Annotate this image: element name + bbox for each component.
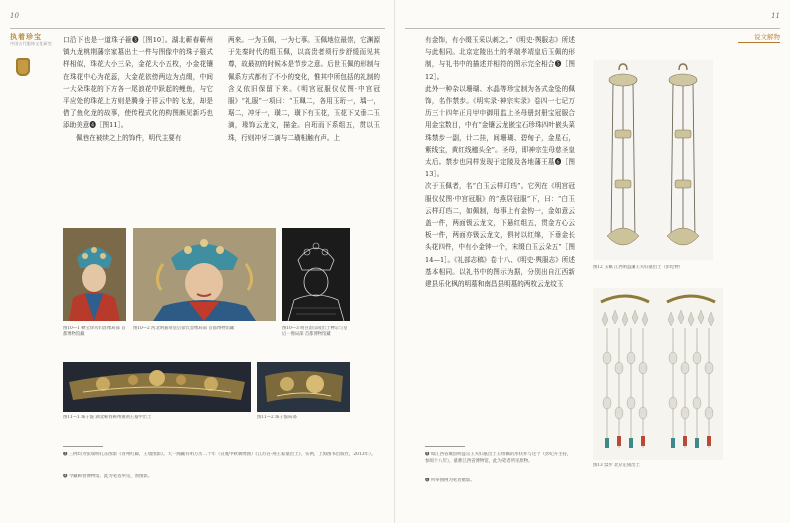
right-page xyxy=(395,0,790,523)
figure-10-1-image xyxy=(63,228,126,321)
figure-13-image xyxy=(593,288,723,460)
gold-ornament-icon xyxy=(16,58,30,76)
figure-12-image xyxy=(593,60,713,260)
figure-10-3-image xyxy=(282,228,350,321)
figure-10-1-caption: 图10—1 彝宝珍夫妇容像局部 首都博物馆藏 xyxy=(63,326,126,338)
figure-11-2-image xyxy=(257,362,350,412)
left-page-number: 10 xyxy=(10,12,19,20)
footnote-5: ❺ 如江西省城县明益宗王夫妇墓出土玉组佩的形状亦与这个（彭纪卉主持，参阅十八年），墓葬江西省博物馆，此为笔者所见原物。 xyxy=(425,452,572,464)
paragraph-2: 佩巷在被续之上的饰件，明代主要有 xyxy=(76,133,182,142)
figure-10-2-image xyxy=(133,228,276,321)
figure-11-2-caption: 图11—2 珠子箍局部 xyxy=(257,415,297,420)
figure-13-caption: 图13 禁步 北京定陵出土 xyxy=(593,463,640,468)
footnote-4: ❹ 今藏蕲春博物馆，此为笔者所见，原图影。 xyxy=(63,474,153,479)
book-subtitle: 中国古代服饰文化研究 xyxy=(10,41,52,46)
footnote-3: ❸ 三例均为张瑞明孔东图影《青州红廊，王墙图影》。天一阁藏有明万历二十年（宣胤中秋刺绣图）《江苏宫·荆王家墓出土》，实例，上海图书出版社，2013年）。 xyxy=(63,452,376,457)
figure-10-2-caption: 图10—2 河北明嘉靖皇后徐氏容像局部 首都博物馆藏 xyxy=(133,326,235,331)
section-rule xyxy=(738,42,780,43)
paragraph-1: 口沿下也是一道珠子箍❸［图10］。湖北蕲春蕲州镇九龙桃荆藩宗家墓出土一件与图像中的珠子箍式样相似，珠花大小三朵，金花大小五枚，小金花镶在珠花中心为花蕊，大金花依傍两边为点缀，中间一大朵珠花的下方各一尾浪花中跃起的鲤鱼，与它平应处的珠花上方则是腾身于祥云中的飞龙，却是借了鱼化龙的故事，使传程式化的构图颇见新巧也添助美意❹［图11］。 xyxy=(63,36,213,130)
right-page-number: 11 xyxy=(771,12,780,20)
left-header-rule xyxy=(10,28,385,29)
left-column-2: 两来。一为玉佩，一为七事。玉佩地位最崇，它渊源于先秦时代的组玉佩，以高贵者须行步舒缓而见其尊，故最初的时候本是节步之意。后世玉佩的形制与佩系方式都有了不小的变化，惟其中所包括的礼制的含义依旧保留下来。《明宫冠服仪仗图·中宫冠服》“礼服”一项曰：“玉珮二，各用玉珩一，瑀一，琚二，冲牙一，璜二，璜下有玉花，玉花下又垂二玉滴，瑑饰云龙文，描金。自珩而下系组五，贯以玉珠，行则冲牙二滴与二璜相触有声。上 xyxy=(228,36,380,142)
right-column-1: 有金饰，有小缀玉采以刺之。”《明史·舆服志》所述与此相同。北京定陵出土的孝端孝靖皇后玉佩的形制，与礼书中的描述并相符的图示完全相合❺［图12］。 此外一种杂以珊瑚、水晶等珍宝制为各式金坠的佩饰，名作禁步。《明实录·神宗实录》卷四一七记万历三十四年正月甲申御用监上圣母册封册宝冠服合用金宝数目，中有“金镶云龙嵌宝石珍珠四叶嵌头菜珠禁步一副，计二挂，间珊瑚、碧甸子，金星石，紫线宝，黄红线穗头全”。圣母，即神宗生母慈圣皇太后。禁步也同样发现于定陵及各地藩王墓❻［图13］。 次于玉佩者，名“白玉云样玎珰”。它列在《明宫冠服仪仗图·中宫冠服》的“燕居冠服”下，曰：“白玉云样玎珰二，如佩制，每事上有金钩一，金如意云盖一件，两面钑云龙文，下悬红组五，贯金方心云板一件，两面亦钑云龙文，俱衬以红绵，下垂金长头花四件，中有小金钟一个，末缀白玉云朵五”［图14—1］。《礼部志稿》卷十八、《明史·舆服志》所述基本相同。以礼书中的图示为据，分别出自江西新建县乐化枫的明墓和南昌县明墓的两枚云龙纹玉 xyxy=(425,36,575,289)
footnote-rule xyxy=(63,446,103,447)
section-label: 说文解物 xyxy=(754,33,780,41)
left-column-1 xyxy=(63,34,213,230)
figure-11-1-caption: 图11—1 珠子箍 湖北蕲春蕲州镇荆王墓中出土 xyxy=(63,415,152,420)
footnote-6: ❻ 所举图例为笔者摄影。 xyxy=(425,478,475,483)
figure-12-caption: 图12 玉佩 江西明益藩王夫妇墓出土（彭纪物） xyxy=(593,265,683,270)
right-footnote-rule xyxy=(425,446,465,447)
right-header-rule xyxy=(405,28,780,29)
book-title: 执着珍宝 xyxy=(10,32,42,41)
figure-11-1-image xyxy=(63,362,251,412)
figure-10-3-caption: 图10—3 明宫韵宗陵出土神宗与皇后一像局部 首都博物馆藏 xyxy=(282,326,348,338)
